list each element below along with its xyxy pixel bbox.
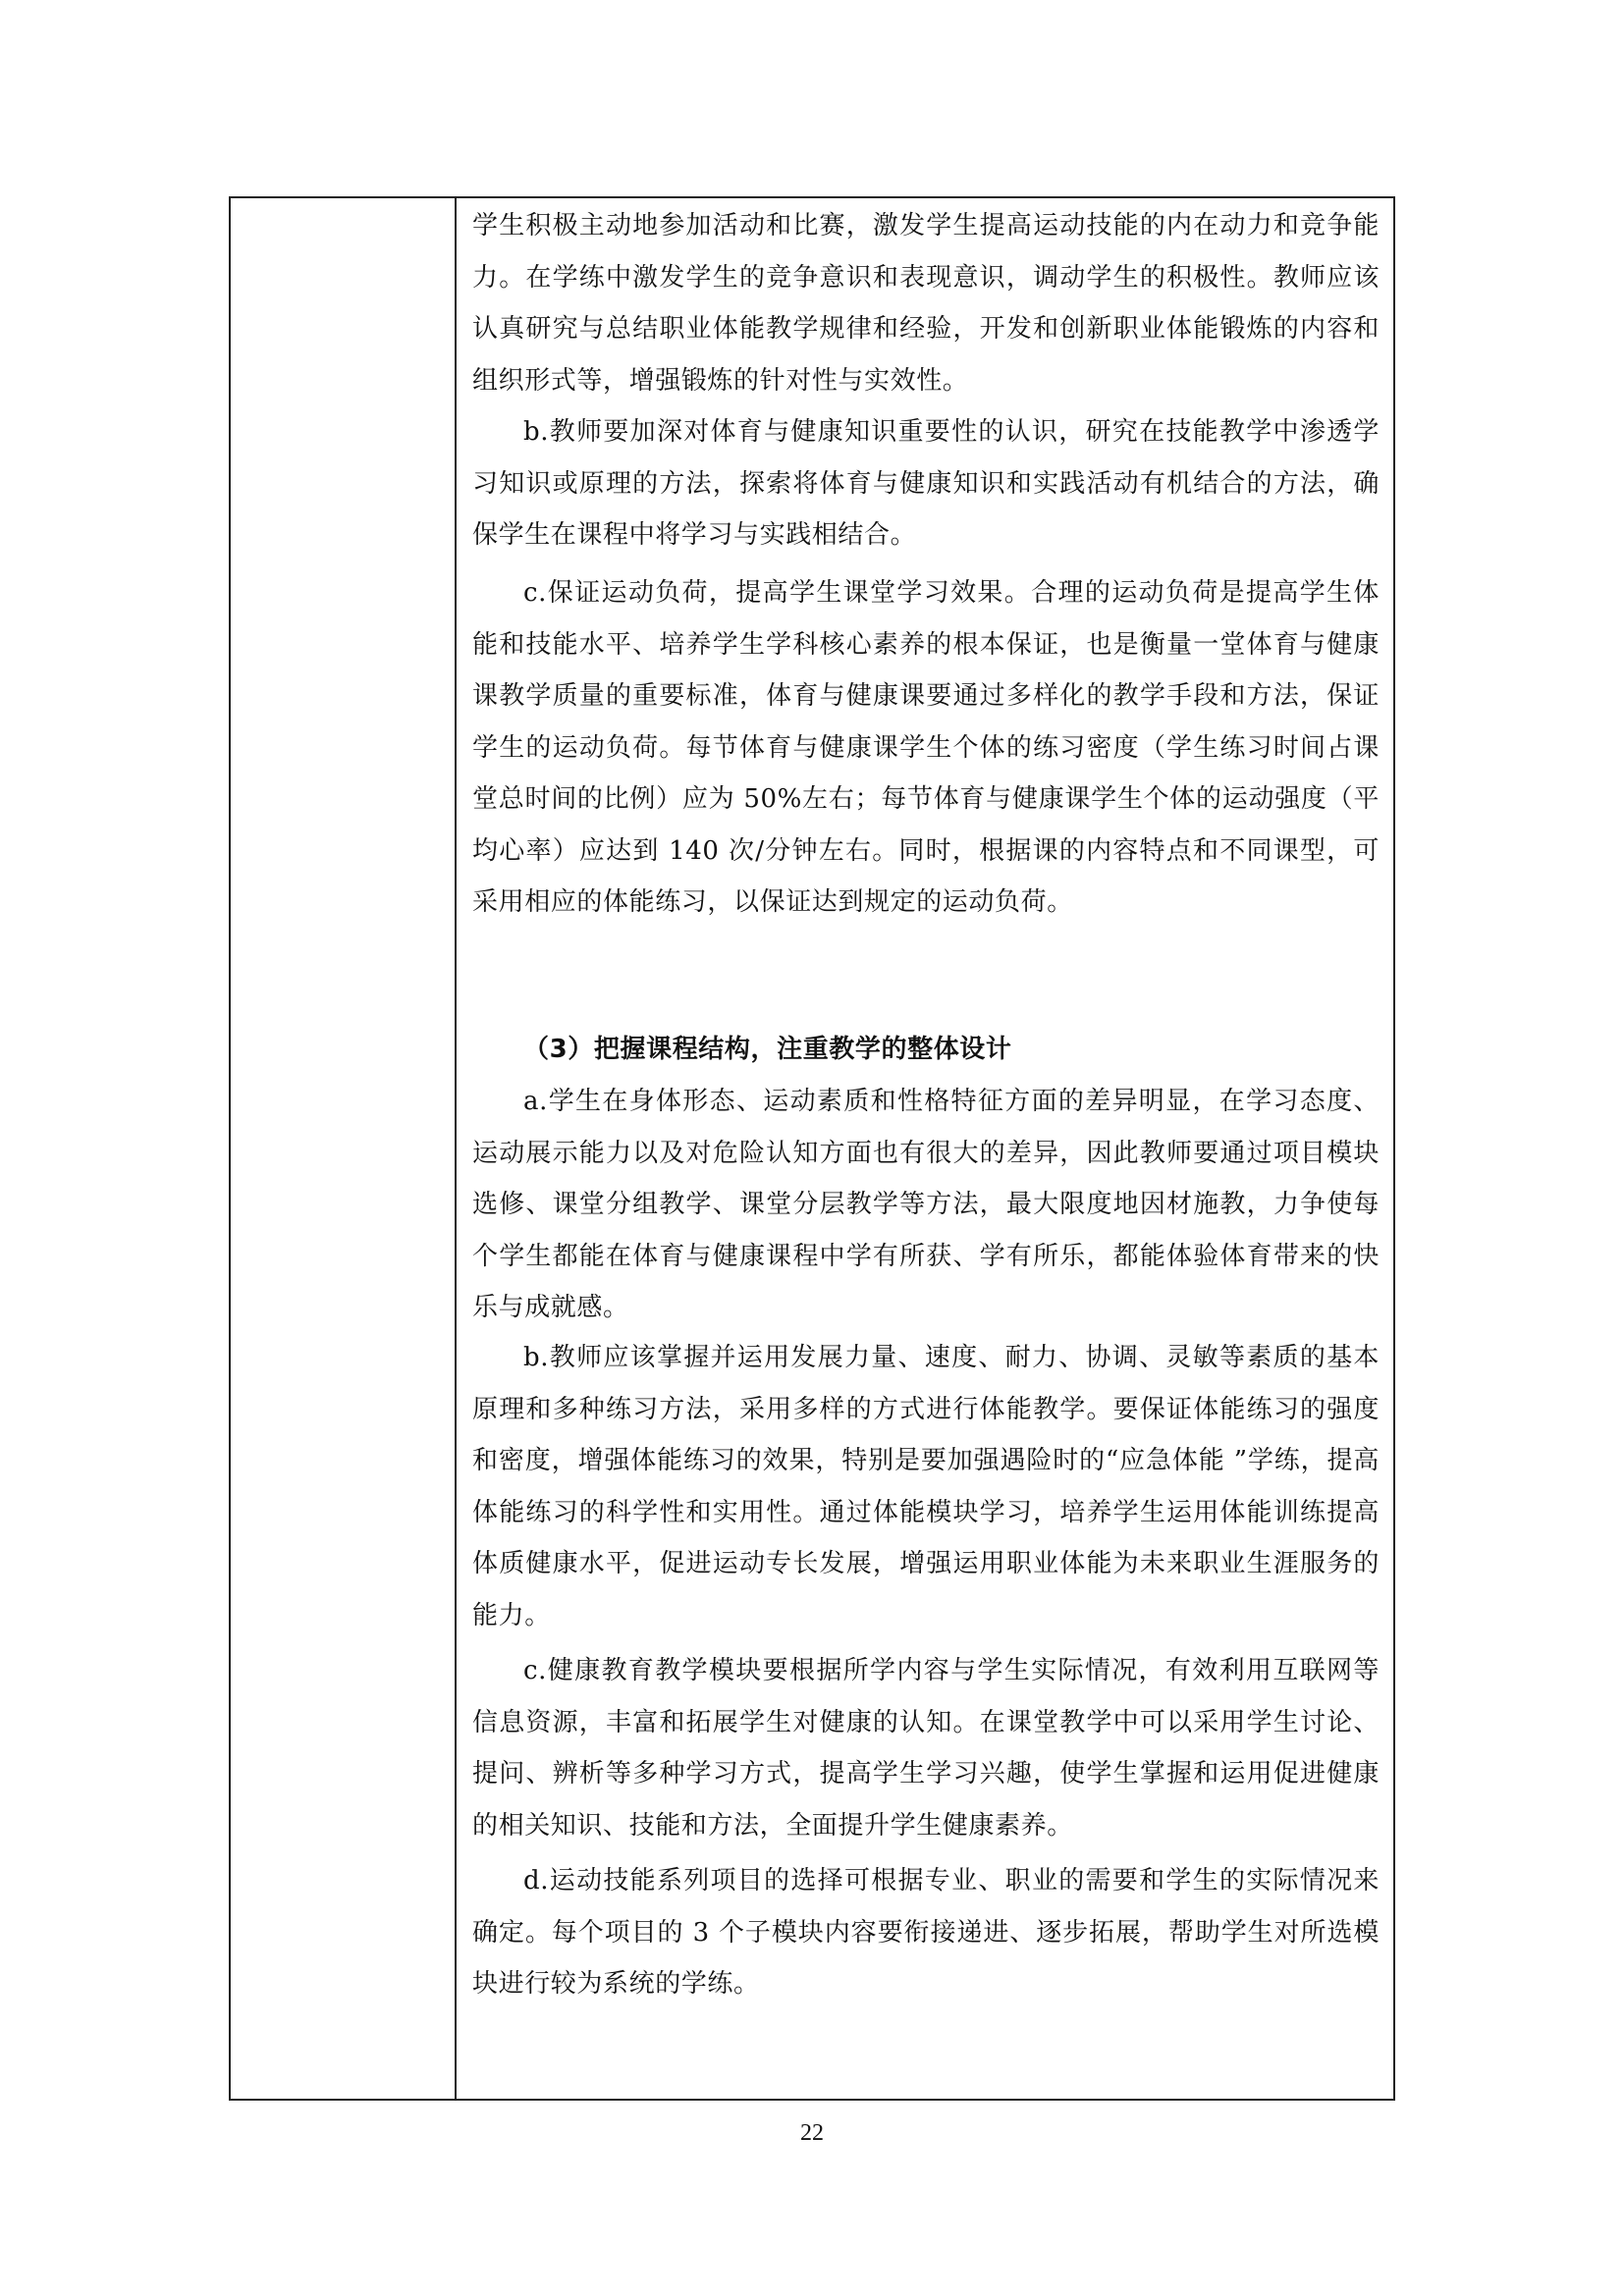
- content-table: [229, 196, 1395, 2101]
- page-number: 22: [800, 2120, 824, 2146]
- table-left-cell: [231, 198, 457, 2099]
- paragraph-a-differences: a.学生在身体形态、运动素质和性格特征方面的差异明显，在学习态度、运动展示能力以及对危险认知方面也有很大的差异，因此教师要通过项目模块选修、课堂分组教学、课堂分层教学等方法，最大限度地因材施教，力争使每个学生都能在体育与健康课程中学有所获、学有所乐，都能体验体育带来的快乐与成就感。: [472, 1087, 1380, 1322]
- paragraph-b-fitness: b.教师应该掌握并运用发展力量、速度、耐力、协调、灵敏等素质的基本原理和多种练习方法，采用多样的方式进行体能教学。要保证体能练习的强度和密度，增强体能练习的效果，特别是要加强遇险时的“应急体能 ”学练，提高体能练习的科学性和实用性。通过体能模块学习，培养学生运用体能训练提高体质健康水平，促进运动专长发展，增强运用职业体能为未来职业生涯服务的能力。: [472, 1343, 1380, 1630]
- paragraph-c-exercise-load: c.保证运动负荷，提高学生课堂学习效果。合理的运动负荷是提高学生体能和技能水平、培养学生学科核心素养的根本保证，也是衡量一堂体育与健康课教学质量的重要标准，体育与健康课要通过多样化的教学手段和方法，保证学生的运动负荷。每节体育与健康课学生个体的练习密度（学生练习时间占课堂总时间的比例）应为 50%左右；每节体育与健康课学生个体的运动强度（平均心率）应达到 140 次/分钟左右。同时，根据课的内容特点和不同课型，可采用相应的体能练习，以保证达到规定的运动负荷。: [472, 578, 1380, 917]
- paragraph-d-sports-skills: d.运动技能系列项目的选择可根据专业、职业的需要和学生的实际情况来确定。每个项目的 3 个子模块内容要衔接递进、逐步拓展，帮助学生对所选模块进行较为系统的学练。: [472, 1866, 1380, 1999]
- section-heading: （3）把握课程结构，注重教学的整体设计: [523, 1035, 1012, 1064]
- paragraph-continuation: 学生积极主动地参加活动和比赛，激发学生提高运动技能的内在动力和竞争能力。在学练中激发学生的竞争意识和表现意识，调动学生的积极性。教师应该认真研究与总结职业体能教学规律和经验，开发和创新职业体能锻炼的内容和组织形式等，增强锻炼的针对性与实效性。: [472, 211, 1380, 396]
- paragraph-b-knowledge: b.教师要加深对体育与健康知识重要性的认识，研究在技能教学中渗透学习知识或原理的方法，探索将体育与健康知识和实践活动有机结合的方法，确保学生在课程中将学习与实践相结合。: [472, 417, 1380, 550]
- paragraph-c-health-education: c.健康教育教学模块要根据所学内容与学生实际情况，有效利用互联网等信息资源，丰富和拓展学生对健康的认知。在课堂教学中可以采用学生讨论、提问、辨析等多种学习方式，提高学生学习兴趣，使学生掌握和运用促进健康的相关知识、技能和方法，全面提升学生健康素养。: [472, 1656, 1380, 1841]
- table-right-cell: [457, 198, 1393, 2099]
